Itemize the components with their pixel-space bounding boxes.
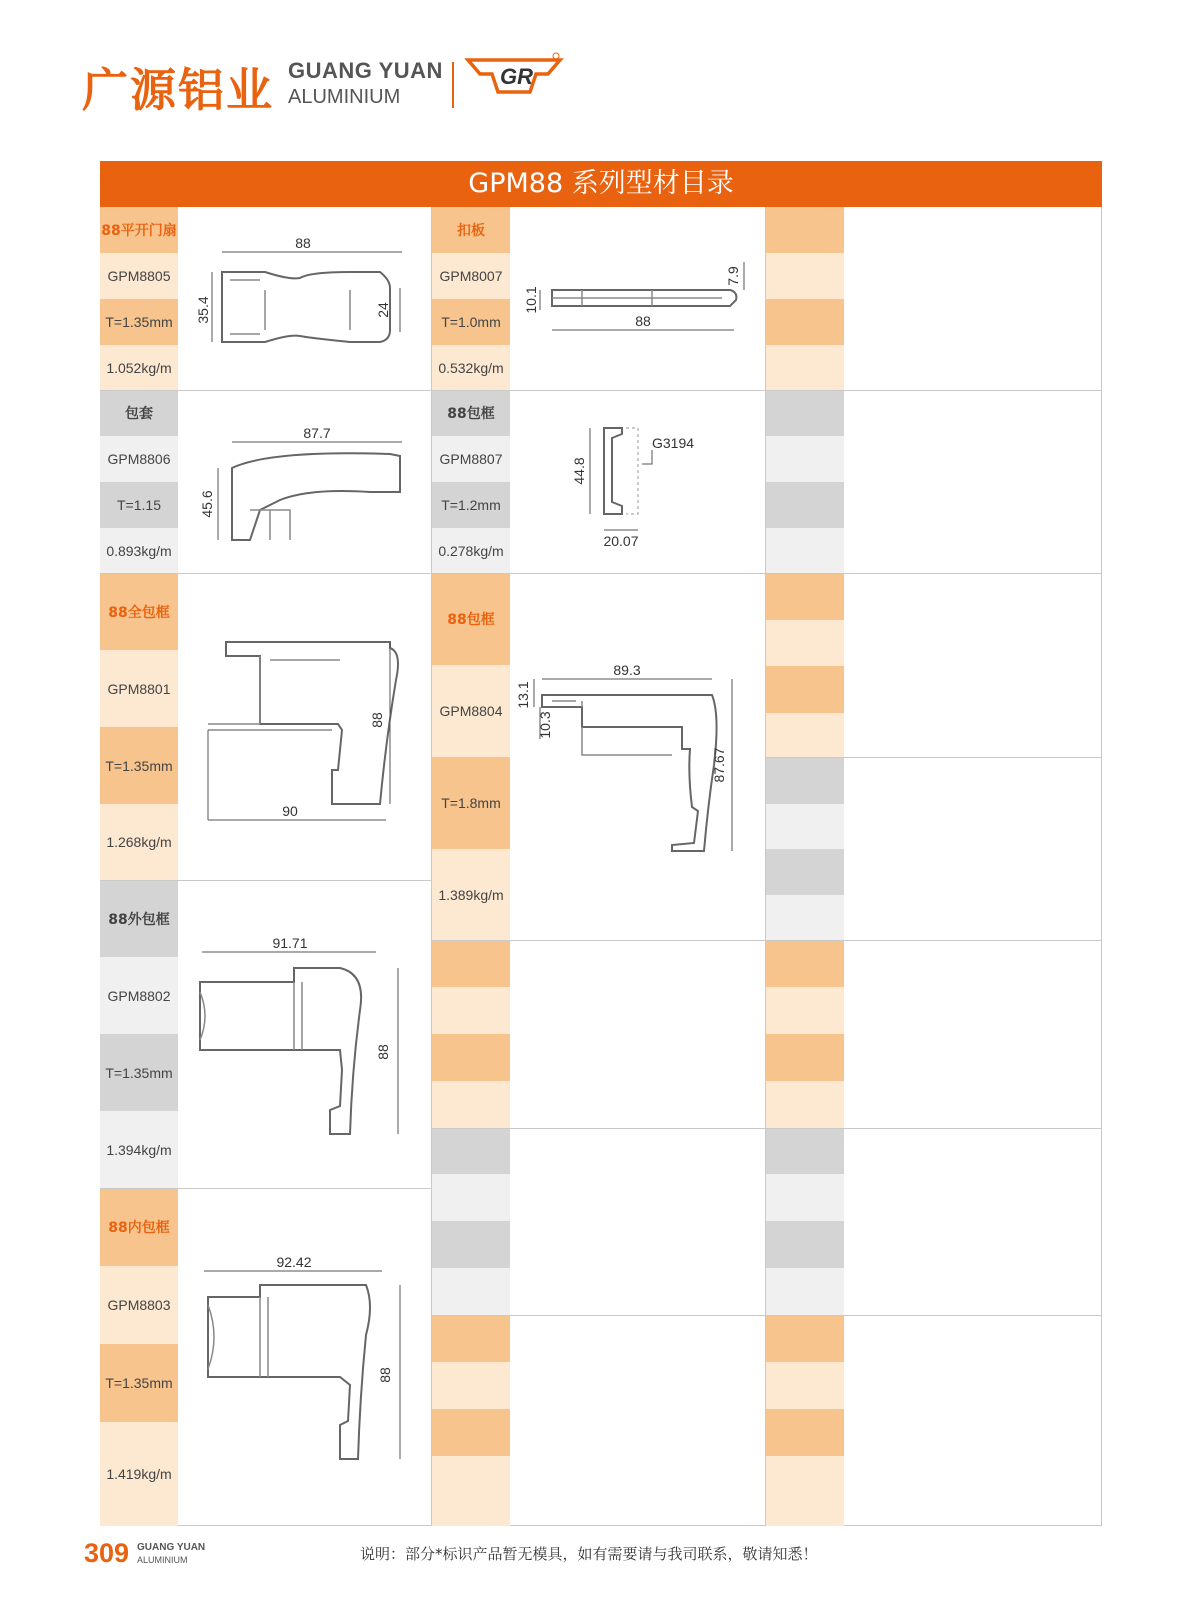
profile-name: 88内包框 xyxy=(100,1188,178,1266)
row-divider xyxy=(100,880,432,881)
empty-cell xyxy=(766,482,844,528)
profile-code: GPM8803 xyxy=(100,1266,178,1344)
dim-label: 24 xyxy=(375,302,391,318)
empty-cell xyxy=(432,1174,510,1221)
profile-thickness: T=1.8mm xyxy=(432,757,510,849)
profile-name: 88外包框 xyxy=(100,880,178,957)
profile-drawing-gpm8007 xyxy=(522,250,752,350)
profile-thickness: T=1.0mm xyxy=(432,299,510,345)
empty-cell xyxy=(432,1456,510,1526)
profile-drawing-gpm8806 xyxy=(190,410,420,560)
footer-brand-sub: ALUMINIUM xyxy=(137,1555,188,1565)
empty-cell xyxy=(432,1409,510,1456)
dim-label: 44.8 xyxy=(571,457,587,485)
empty-cell xyxy=(766,1221,844,1268)
profile-drawing-gpm8802 xyxy=(190,930,420,1150)
empty-cell xyxy=(766,1128,844,1174)
profile-code: GPM8007 xyxy=(432,253,510,299)
empty-cell xyxy=(766,253,844,299)
profile-name: 包套 xyxy=(100,390,178,436)
profile-thickness: T=1.15 xyxy=(100,482,178,528)
dim-label: 10.3 xyxy=(537,711,553,739)
profile-code: GPM8806 xyxy=(100,436,178,482)
empty-cell xyxy=(766,849,844,895)
row-divider xyxy=(432,1128,1102,1129)
profile-thickness: T=1.35mm xyxy=(100,1034,178,1111)
dim-label: 90 xyxy=(282,803,298,819)
profile-name: 扣板 xyxy=(432,207,510,253)
empty-cell xyxy=(432,1315,510,1362)
profile-weight: 1.389kg/m xyxy=(432,849,510,940)
row-divider xyxy=(432,1315,1102,1316)
empty-cell xyxy=(766,940,844,987)
empty-cell xyxy=(766,528,844,573)
profile-drawing-gpm8807 xyxy=(522,410,752,560)
footer-note: 说明：部分*标识产品暂无模具，如有需要请与我司联系，敬请知悉！ xyxy=(360,1545,818,1563)
empty-cell xyxy=(432,1081,510,1128)
row-divider xyxy=(100,1188,432,1189)
dim-label: 10.1 xyxy=(523,286,539,314)
page-number: 309 xyxy=(84,1538,130,1568)
catalog-title: GPM88 系列型材目录 xyxy=(100,161,1102,207)
empty-cell xyxy=(766,207,844,253)
empty-cell xyxy=(766,299,844,345)
profile-drawing-gpm8803 xyxy=(190,1245,420,1475)
empty-cell xyxy=(432,987,510,1034)
brand-name-en: GUANG YUAN xyxy=(288,58,443,83)
empty-cell xyxy=(432,1128,510,1174)
profile-name: 88平开门扇 xyxy=(100,207,178,253)
dim-label: 88 xyxy=(635,313,651,329)
dim-label: 91.71 xyxy=(272,935,308,951)
empty-cell xyxy=(766,1034,844,1081)
empty-cell xyxy=(766,987,844,1034)
row-divider xyxy=(100,390,1102,391)
column-divider xyxy=(431,207,432,1526)
row-divider xyxy=(432,940,1102,941)
profile-drawing-gpm8805 xyxy=(190,220,420,380)
profile-thickness: T=1.2mm xyxy=(432,482,510,528)
dim-label: 88 xyxy=(375,1044,391,1060)
profile-weight: 1.419kg/m xyxy=(100,1422,178,1526)
brand-name-en-sub: ALUMINIUM xyxy=(288,86,401,108)
empty-cell xyxy=(766,390,844,436)
profile-weight: 0.278kg/m xyxy=(432,528,510,573)
dim-label: 35.4 xyxy=(195,296,211,324)
page-header xyxy=(0,0,1200,130)
profile-weight: 1.268kg/m xyxy=(100,804,178,880)
profile-drawing-gpm8804 xyxy=(515,655,752,875)
profile-weight: 1.052kg/m xyxy=(100,345,178,390)
profile-thickness: T=1.35mm xyxy=(100,727,178,804)
dim-label: 88 xyxy=(377,1367,393,1383)
profile-thickness: T=1.35mm xyxy=(100,1344,178,1422)
profile-weight: 1.394kg/m xyxy=(100,1111,178,1188)
profile-code: GPM8804 xyxy=(432,665,510,757)
empty-cell xyxy=(766,804,844,849)
dim-label: 89.3 xyxy=(613,662,641,678)
empty-cell xyxy=(766,1362,844,1409)
empty-cell xyxy=(766,436,844,482)
dim-label: 92.42 xyxy=(276,1254,312,1270)
empty-cell xyxy=(432,940,510,987)
dim-note: G3194 xyxy=(652,435,695,451)
empty-cell xyxy=(766,1315,844,1362)
profile-drawing-gpm8801 xyxy=(190,620,420,830)
dim-label: 87.7 xyxy=(303,425,331,441)
empty-cell xyxy=(432,1362,510,1409)
empty-cell xyxy=(766,666,844,713)
dim-label: 7.9 xyxy=(725,266,741,286)
dim-label: 88 xyxy=(295,235,311,251)
empty-cell xyxy=(766,1081,844,1128)
dim-label: 87.67 xyxy=(711,747,727,783)
empty-cell xyxy=(766,1268,844,1315)
row-divider xyxy=(100,573,1102,574)
profile-name: 88包框 xyxy=(432,390,510,436)
empty-cell xyxy=(432,1268,510,1315)
column-divider xyxy=(765,207,766,1526)
dim-label: 45.6 xyxy=(199,490,215,518)
profile-name: 88包框 xyxy=(432,573,510,665)
brand-name-cn: 广源铝业 xyxy=(82,63,274,117)
profile-weight: 0.893kg/m xyxy=(100,528,178,573)
brand-mark-text: GR xyxy=(500,64,533,89)
empty-cell xyxy=(432,1221,510,1268)
empty-cell xyxy=(432,1034,510,1081)
dim-label: 13.1 xyxy=(515,681,531,709)
empty-cell xyxy=(766,620,844,666)
empty-cell xyxy=(766,1409,844,1456)
empty-cell xyxy=(766,1456,844,1526)
empty-cell xyxy=(766,757,844,804)
empty-cell xyxy=(766,345,844,390)
profile-thickness: T=1.35mm xyxy=(100,299,178,345)
empty-cell xyxy=(766,895,844,940)
empty-cell xyxy=(766,1174,844,1221)
empty-cell xyxy=(766,713,844,757)
profile-code: GPM8801 xyxy=(100,650,178,727)
empty-cell xyxy=(766,573,844,620)
dim-label: 88 xyxy=(369,712,385,728)
profile-weight: 0.532kg/m xyxy=(432,345,510,390)
row-divider xyxy=(766,757,1102,758)
footer-brand: GUANG YUAN xyxy=(137,1542,206,1553)
profile-code: GPM8805 xyxy=(100,253,178,299)
profile-code: GPM8802 xyxy=(100,957,178,1034)
brand-mark-icon xyxy=(466,52,562,100)
brand-divider xyxy=(452,62,454,108)
dim-label: 20.07 xyxy=(603,533,639,549)
profile-code: GPM8807 xyxy=(432,436,510,482)
profile-name: 88全包框 xyxy=(100,573,178,650)
